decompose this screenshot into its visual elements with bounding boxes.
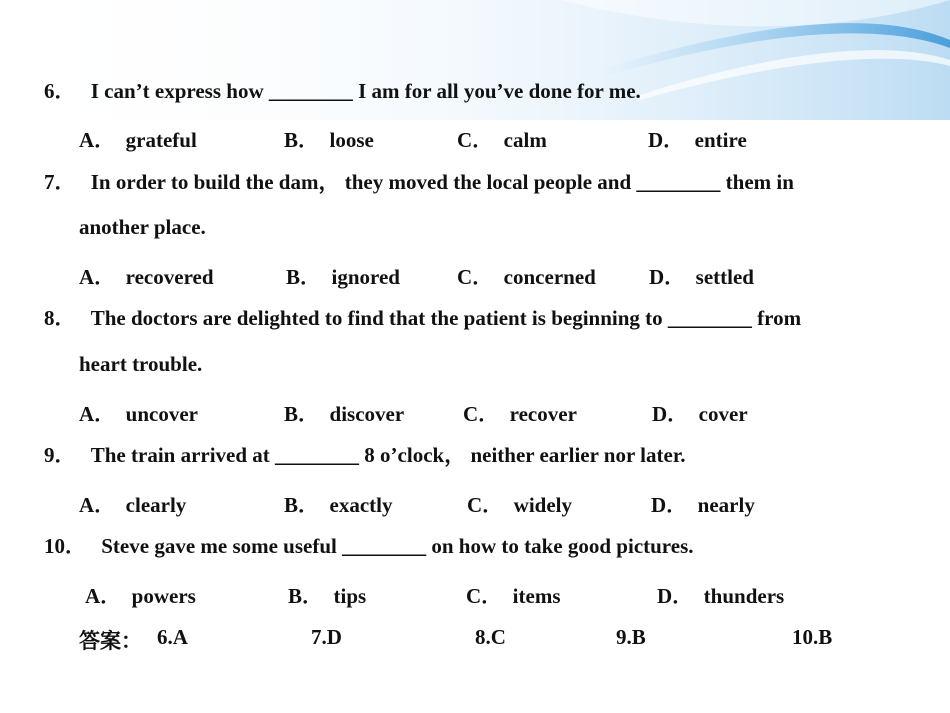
option-b: B． discover	[284, 402, 405, 426]
question-text: Steve gave me some useful ________ on how to take good pictures.	[101, 534, 694, 558]
question-number: 8．	[44, 306, 76, 330]
question-text-continued: heart trouble.	[79, 352, 203, 376]
answer-9: 9.B	[616, 625, 646, 649]
option-d: D． settled	[649, 265, 754, 289]
option-d: D． entire	[648, 128, 747, 152]
answer-10: 10.B	[792, 625, 833, 649]
answers-label: 答案：	[79, 629, 142, 653]
question-9	[44, 443, 685, 467]
question-text-continued: another place.	[79, 215, 206, 239]
answer-6: 6.A	[157, 625, 188, 649]
option-d: D． cover	[652, 402, 748, 426]
option-d: D． nearly	[651, 493, 755, 517]
option-c: C． concerned	[457, 265, 596, 289]
option-b: B． exactly	[284, 493, 393, 517]
question-number: 6．	[44, 79, 76, 103]
question-number: 9．	[44, 443, 76, 467]
option-a: A． uncover	[79, 402, 198, 426]
question-number: 10．	[44, 534, 86, 558]
option-c: C． widely	[467, 493, 573, 517]
answer-7: 7.D	[311, 625, 342, 649]
option-b: B． ignored	[286, 265, 400, 289]
question-text: I can’t express how ________ I am for all you’ve done for me.	[90, 79, 641, 103]
option-a: A． grateful	[79, 128, 197, 152]
answer-8: 8.C	[475, 625, 506, 649]
option-a: A． recovered	[79, 265, 214, 289]
question-text: In order to build the dam， they moved the local people and ________ them in	[90, 170, 794, 194]
question-8	[44, 306, 801, 330]
option-a: A． powers	[85, 584, 196, 608]
question-text: The doctors are delighted to find that the patient is beginning to ________ from	[90, 306, 802, 330]
option-b: B． tips	[288, 584, 367, 608]
question-text: The train arrived at ________ 8 o’clock， neither earlier nor later.	[90, 443, 686, 467]
option-c: C． calm	[457, 128, 547, 152]
option-a: A． clearly	[79, 493, 187, 517]
question-6	[44, 79, 641, 103]
option-d: D． thunders	[657, 584, 785, 608]
question-number: 7．	[44, 170, 76, 194]
option-b: B． loose	[284, 128, 374, 152]
question-10	[44, 534, 694, 558]
question-7	[44, 170, 794, 194]
option-c: C． items	[466, 584, 561, 608]
option-c: C． recover	[463, 402, 577, 426]
